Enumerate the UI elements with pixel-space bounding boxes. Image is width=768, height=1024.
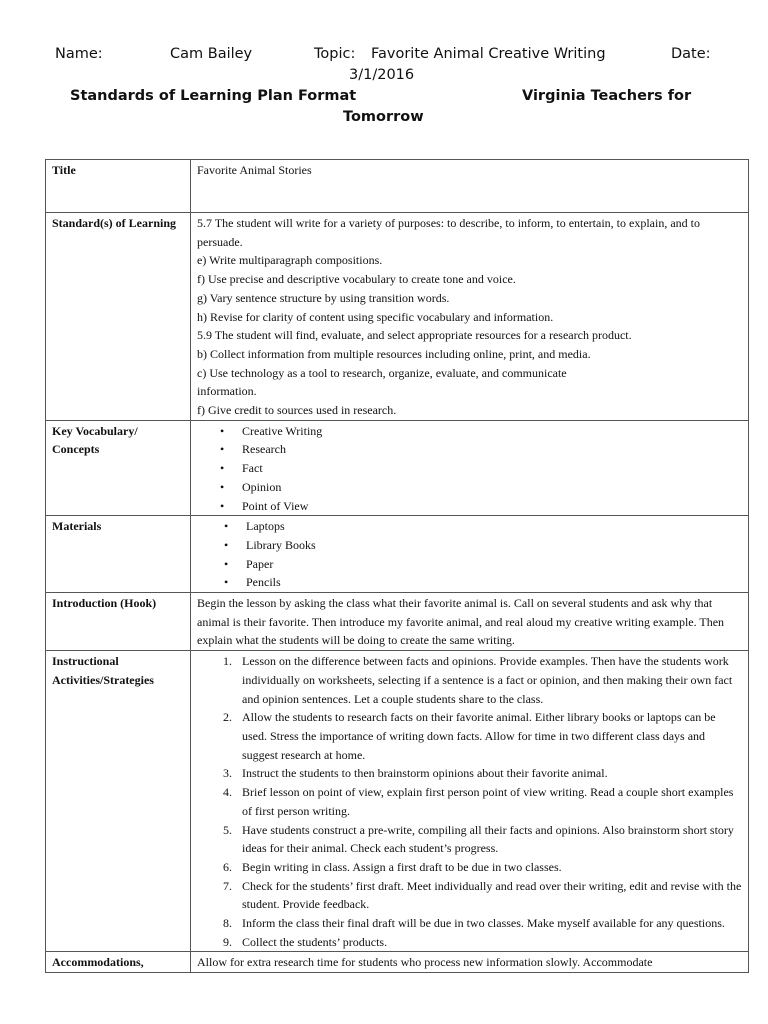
row-standards: [46, 213, 749, 421]
materials-list: [197, 517, 742, 592]
list-item: • Paper: [197, 555, 742, 574]
list-item: 5. Have students construct a pre-write, compiling all their facts and opinions. Also brainstorm short story ideas for their animal. Check each student’s progress.: [223, 822, 734, 856]
name-value: Cam Bailey: [170, 46, 253, 62]
standard-line: g) Vary sentence structure by using transition words.: [197, 290, 450, 305]
row-materials: [46, 516, 749, 593]
activities-label: Instructional Activities/Strategies: [46, 651, 191, 952]
vocabulary-list: [197, 422, 742, 516]
list-item: • Opinion: [197, 478, 742, 497]
row-activities: [46, 651, 749, 952]
list-item: • Pencils: [197, 573, 742, 592]
list-item: • Point of View: [197, 497, 742, 516]
row-introduction: [46, 593, 749, 651]
list-item: 1. Lesson on the difference between facts and opinions. Provide examples. Then have the students work individually on worksheets, selecting if a sentence is a fact or opinion, and then making their own fact and opinion sentences. Let a couple students share to the class.: [223, 654, 733, 706]
accommodations-label: Accommodations,: [46, 952, 191, 973]
org-name-line1: Virginia Teachers for: [522, 88, 692, 104]
vocabulary-content: [191, 420, 749, 516]
standard-line: e) Write multiparagraph compositions.: [197, 253, 383, 268]
materials-content: [191, 516, 749, 593]
list-item: 9. Collect the students’ products.: [223, 934, 388, 949]
date-value: 3/1/2016: [349, 67, 415, 83]
list-item: 3. Instruct the students to then brainstorm opinions about their favorite animal.: [223, 766, 608, 781]
standard-line: b) Collect information from multiple resources including online, print, and media.: [197, 346, 591, 361]
list-item: • Library Books: [197, 536, 742, 555]
accommodations-text: Allow for extra research time for students who process new information slowly. Accommodate: [191, 952, 749, 973]
list-item: 2. Allow the students to research facts on their favorite animal. Either library books or laptops can be used. Stress the importance of writing down facts. Allow for time in two different class days and suggest research at home.: [223, 710, 716, 762]
list-item: • Fact: [197, 459, 742, 478]
row-accommodations: [46, 952, 749, 973]
list-item: 6. Begin writing in class. Assign a first draft to be due in two classes.: [223, 859, 562, 874]
list-item: 8. Inform the class their final draft will be due in two classes. Make myself available for any questions.: [223, 916, 725, 931]
standard-line: f) Use precise and descriptive vocabulary to create tone and voice.: [197, 272, 516, 287]
list-item: • Research: [197, 440, 742, 459]
standards-label: Standard(s) of Learning: [46, 213, 191, 421]
standard-line: 5.7 The student will write for a variety of purposes: to describe, to inform, to entertain, to explain, and to persuade.: [197, 216, 700, 249]
topic-value: Favorite Animal Creative Writing: [371, 46, 606, 62]
row-vocabulary: [46, 420, 749, 516]
list-item: 4. Brief lesson on point of view, explain first person point of view writing. Read a couple short examples of first person writing.: [223, 785, 734, 818]
standard-line: information.: [197, 384, 257, 399]
org-name-line2: Tomorrow: [343, 109, 424, 125]
activities-content: [191, 651, 749, 952]
lesson-plan-table: [45, 159, 749, 973]
vocabulary-label: Key Vocabulary/ Concepts: [46, 420, 191, 516]
list-item: • Laptops: [197, 517, 742, 536]
standards-content: [191, 213, 749, 421]
standard-line: h) Revise for clarity of content using specific vocabulary and information.: [197, 309, 554, 324]
list-item: 7. Check for the students’ first draft. Meet individually and read over their writing, edit and revise with the student. Provide feedback.: [223, 878, 742, 912]
standard-line: 5.9 The student will find, evaluate, and select appropriate resources for a research product.: [197, 328, 632, 343]
materials-label: Materials: [46, 516, 191, 593]
activities-list: [197, 652, 742, 951]
name-label: Name:: [55, 46, 103, 62]
introduction-label: Introduction (Hook): [46, 593, 191, 651]
title-value: Favorite Animal Stories: [191, 160, 749, 213]
standard-line: f) Give credit to sources used in research.: [197, 403, 397, 418]
date-label: Date:: [671, 46, 711, 62]
list-item: • Creative Writing: [197, 422, 742, 441]
topic-label: Topic:: [314, 46, 356, 62]
format-title: Standards of Learning Plan Format: [70, 88, 357, 104]
standard-line: c) Use technology as a tool to research, organize, evaluate, and communicate: [197, 365, 567, 380]
title-label: Title: [46, 160, 191, 213]
introduction-text: Begin the lesson by asking the class what their favorite animal is. Call on several students and ask why that animal is their favorite. Then introduce my favorite animal, and real aloud my creative writing example. Then explain what the students will be doing to create the same writing.: [191, 593, 749, 651]
row-title: [46, 160, 749, 213]
